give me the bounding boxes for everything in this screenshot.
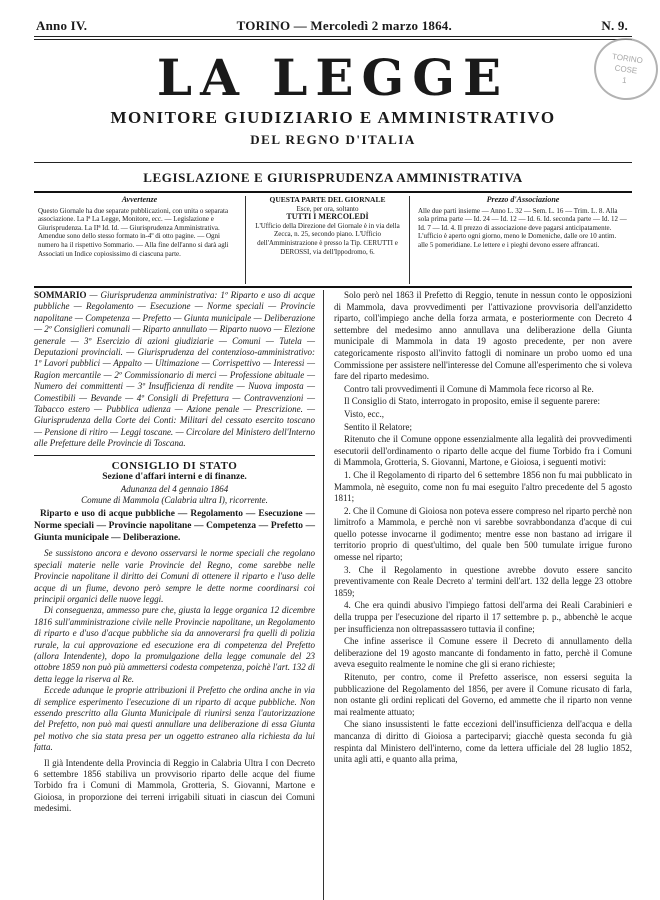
summary-paragraph: Eccede adunque le proprie attribuzioni il Prefetto che ordina anche in via di semplice esperimento l'esecuzione di un riparto di acque pubbliche. Non essendo prescritto alla Giunta Municipale di riunirsi senza l'autorizzazione del Prefetto, non può mai questi annullare una deliberazione di essa Giunta pel motivo che sia stata presa per un oggetto estraneo alla richiesta da lui fatta. bbox=[34, 685, 315, 753]
stamp-line: 1 bbox=[621, 75, 628, 85]
column-separator bbox=[34, 455, 315, 456]
prezzo-block bbox=[410, 196, 632, 284]
right-column bbox=[324, 290, 632, 900]
publication-block bbox=[246, 196, 410, 284]
left-column bbox=[34, 290, 324, 900]
newspaper-title: LA LEGGE bbox=[156, 48, 510, 107]
header-rule bbox=[34, 36, 632, 37]
publication-heading: QUESTA PARTE DEL GIORNALE bbox=[269, 195, 386, 204]
sommario-text: — Giurisprudenza amministrativa: 1º Riparto e uso di acque pubbliche — Regolamento — Esecuzione — Norme speciali — Provincie napolitane — Competenza — Prefetto — Giunta municipale — Deliberazione — 2º Consiglieri comunali — Riparto annullato — Riparto nuovo — Elezione generale — 3º Esercizio di azioni giudiziarie — Comuni — Tutela — Deputazioni provinciali. — Giurisprudenza del contenzioso-amministrativo: 1º Lavori pubblici — Appalto — Ultimazione — Corrispettivo — Interessi — Ragion mercantile — 2º Commissionario di merci — Professione abituale — Numero dei committenti — 3º Insufficienza di rendite — Nuova imposta — Comestibili — Bevande — 4º Consigli di Prefettura — Contravvenzioni — Tabacco estero — Pubblica udienza — Azione penale — Prescrizione. — Giurisprudenza della Corte dei Conti: Militari del cessato esercito toscano — Pensione di ritiro — Leggi toscane. — Circolare del Ministero dell'Interno alle Prefetture delle Provincie di Toscana. bbox=[34, 290, 315, 449]
body-paragraph: Visto, ecc., bbox=[344, 408, 384, 419]
avvertenze-text: Questo Giornale ha due separate pubblicazioni, con unita o separata associazione. La Iª La Legge, Monitore, ecc. — Legislazione e Giurisprudenza. La IIª Id. Id. — Giurisprudenza Amministrativa. Amendue sono dello stesso formato in-4º di otto pagine. — Ogni numero ha il rispettivo Sommario. — Alla fine dell'anno si darà agli Associati un Indice copiosissimo di ciascuna parte. bbox=[38, 206, 229, 258]
info-rule bbox=[34, 286, 632, 288]
body-paragraph: Il Consiglio di Stato, interrogato in proposito, emise il seguente parere: bbox=[344, 396, 600, 407]
body-paragraph: Solo però nel 1863 il Prefetto di Reggio, tenute in nessun conto le opposizioni di Mammola, dava provvedimenti per l'attivazione provvisoria dell'anzidetto riparto, coll'impiego anche della forza armata, e posteriormente con Decreto 4 settembre del medesimo anno annullava una deliberazione della Giunta municipale di Mammola in data 19 agosto precedente, per non avere categoricamente risposto all'invito fattogli di nominare un probo uomo ed una Commissione per assistere nell'interesse del Comune all'esperimento che si voleva fare del riparto medesimo. bbox=[334, 290, 632, 382]
info-box bbox=[34, 196, 632, 284]
header-line bbox=[36, 18, 628, 34]
avvertenze-block bbox=[34, 196, 246, 284]
issue-year: Anno IV. bbox=[36, 18, 88, 33]
prezzo-heading: Prezzo d'Associazione bbox=[486, 195, 560, 204]
body-paragraph: 1. Che il Regolamento di riparto del 6 settembre 1856 non fu mai pubblicato in Mammola, nè eseguito, come non fu mai eseguito l'altro precedente del 5 agosto 1811; bbox=[334, 469, 632, 504]
stamp-line: TORINO bbox=[611, 51, 644, 65]
body-paragraph: Contro tali provvedimenti il Comune di Mammola fece ricorso al Re. bbox=[344, 383, 594, 394]
article-adunanza: Adunanza del 4 gennaio 1864 bbox=[120, 483, 229, 494]
article-massima: Riparto e uso di acque pubbliche — Regolamento — Esecuzione — Norme speciali — Provincie napolitane — Competenza — Prefetto — Giunta municipale — Deliberazione. bbox=[34, 509, 315, 544]
sommario-label: SOMMARIO bbox=[34, 290, 87, 300]
newspaper-subtitle: MONITORE GIUDIZIARIO E AMMINISTRATIVO bbox=[110, 108, 556, 127]
publication-text: L'Ufficio della Direzione del Giornale è in via della Zecca, n. 25, secondo piano. L'Ufficio dell'Amministrazione è presso la Tip. CERUTTI e DEROSSI, via dell'Ippodromo, 6. bbox=[255, 221, 400, 256]
publication-day: TUTTI I MERCOLEDÌ bbox=[286, 212, 369, 222]
body-paragraph: Sentito il Relatore; bbox=[344, 421, 412, 432]
summary-paragraph: Di conseguenza, ammesso pure che, giusta la legge organica 12 dicembre 1816 sull'amministrazione civile nelle Provincie napolitane, un Regolamento di riparto e d'uso d'acque pubbliche sia da annoverarsi fra quelli di polizia rurale, la cui approvazione ed esecuzione era di competenza del Prefetto (allora Intendente), dopo la promulgazione della legge comunale del 23 ottobre 1859 non può più ammettersi codesta competenza, poichè l'art. 132 di detta legge la riserva al Re. bbox=[34, 605, 315, 684]
sommario bbox=[34, 290, 315, 450]
body-paragraph: Ritenuto che il Comune oppone essenzialmente alla legalità dei provvedimenti esecutorii dell'ordinamento o riparto delle acque del fiume Torbido fra i Comuni di Mammola, Grotteria, S. Giovanni, Martone, e Gioiosa, i seguenti motivi: bbox=[334, 434, 632, 468]
stamp-line: COSE bbox=[614, 62, 638, 76]
body-paragraph: Che infine asserisce il Comune essere il Decreto di annullamento della deliberazione del 19 agosto mancante di fondamento in fatto, perchè il Comune aveva eseguito realmente le nomine che gli si erano richieste; bbox=[334, 636, 632, 670]
article-comune: Comune di Mammola (Calabria ultra I), ricorrente. bbox=[81, 494, 268, 505]
section-title: LEGISLAZIONE E GIURISPRUDENZA AMMINISTRATIVA bbox=[143, 170, 523, 185]
prezzo-text: Alle due parti insieme — Anno L. 32 — Sem. L. 16 — Trim. L. 8. Alla sola prima parte — Id. 24 — Id. 12 — Id. 6. Id. seconda parte — Id. 12 — Id. 7 — Id. 4. Il prezzo di associazione deve pagarsi anticipatamente. L'ufficio è aperto ogni giorno, meno le Domeniche, dalle ore 10 antim. alle 5 pomeridiane. Le lettere e i pieghi devono essere affrancati. bbox=[418, 206, 627, 249]
issue-number: N. 9. bbox=[601, 18, 628, 33]
article-summary bbox=[34, 548, 315, 753]
body-paragraph: Che siano insussistenti le fatte eccezioni dell'insufficienza dell'acqua e della mancanza di diritto di Gioiosa a parteciparvi; giacchè questa seconda fu già respinta dal Ministero dell'interno, come da lettera ufficiale del 28 luglio 1852, unita agli atti, e quanto alla prima, bbox=[334, 719, 632, 765]
masthead-rule bbox=[34, 162, 632, 163]
issue-date: TORINO — Mercoledì 2 marzo 1864. bbox=[236, 18, 452, 33]
summary-paragraph: Se sussistono ancora e devono osservarsi le norme speciali che regolano speciali materie nelle varie Provincie del Regno, come sarebbe nelle Provincie napolitane il diritto dei Comuni di ottenere il riparto e l'uso delle acque di un fiume, devono però sempre le dette norme coordinarsi coi principii organici delle nuove leggi. bbox=[34, 548, 315, 604]
section-rule bbox=[34, 191, 632, 193]
article-columns bbox=[34, 290, 632, 900]
body-paragraph: 3. Che il Regolamento in questione avrebbe dovuto essere sancito preventivamente con Reale Decreto a' termini dell'art. 132 della legge 23 ottobre 1859; bbox=[334, 564, 632, 598]
newspaper-subtitle-2: DEL REGNO D'ITALIA bbox=[250, 132, 416, 147]
avvertenze-heading: Avvertenze bbox=[121, 195, 158, 204]
article-section: Sezione d'affari interni e di finanze. bbox=[102, 472, 247, 483]
article-heading: CONSIGLIO DI STATO bbox=[111, 459, 238, 472]
body-paragraph: Il già Intendente della Provincia di Reggio in Calabria Ultra I con Decreto 6 settembre 1856 stabiliva un provvisorio riparto delle acque del fiume Torbido fra i Comuni di Mammola, Grotteria, S. Giovanni, Martone e Gioiosa, in proporzione dei terreni irrigabili situati in ciascun dei Comuni medesimi. bbox=[34, 757, 315, 814]
body-paragraph: 4. Che era quindi abusivo l'impiego fattosi dell'arma dei Reali Carabinieri e della truppa per l'esecuzione del riparto il 17 settembre p. p., abbenchè le acque per insufficienza non oltrepassassero tuttavia il confine; bbox=[334, 600, 632, 634]
masthead bbox=[34, 48, 632, 148]
body-paragraph: 2. Che il Comune di Gioiosa non poteva essere compreso nel riparto perchè non limitrofo a Mammola, e perchè non vi sarebbe sovrabbondanza d'acque di cui quello potesse invocarne il godimento; mentre esse non bastano ad irrigare il territorio proprio di quest'ultimo, del quale ben 500 tumulate irrigue furono omesse nel riparto; bbox=[334, 505, 632, 563]
header-rule-2 bbox=[34, 39, 632, 40]
body-paragraph: Ritenuto, per contro, come il Prefetto asserisce, non essersi seguita la pubblicazione del Regolamento del 1856, per avere il Comune ricusato di farla, non ostante gli ordini replicati del Governo, ed ammette che il riparto non venne mai realmente attuato; bbox=[334, 672, 632, 717]
publication-esce: Esce, per ora, soltanto bbox=[296, 204, 359, 213]
